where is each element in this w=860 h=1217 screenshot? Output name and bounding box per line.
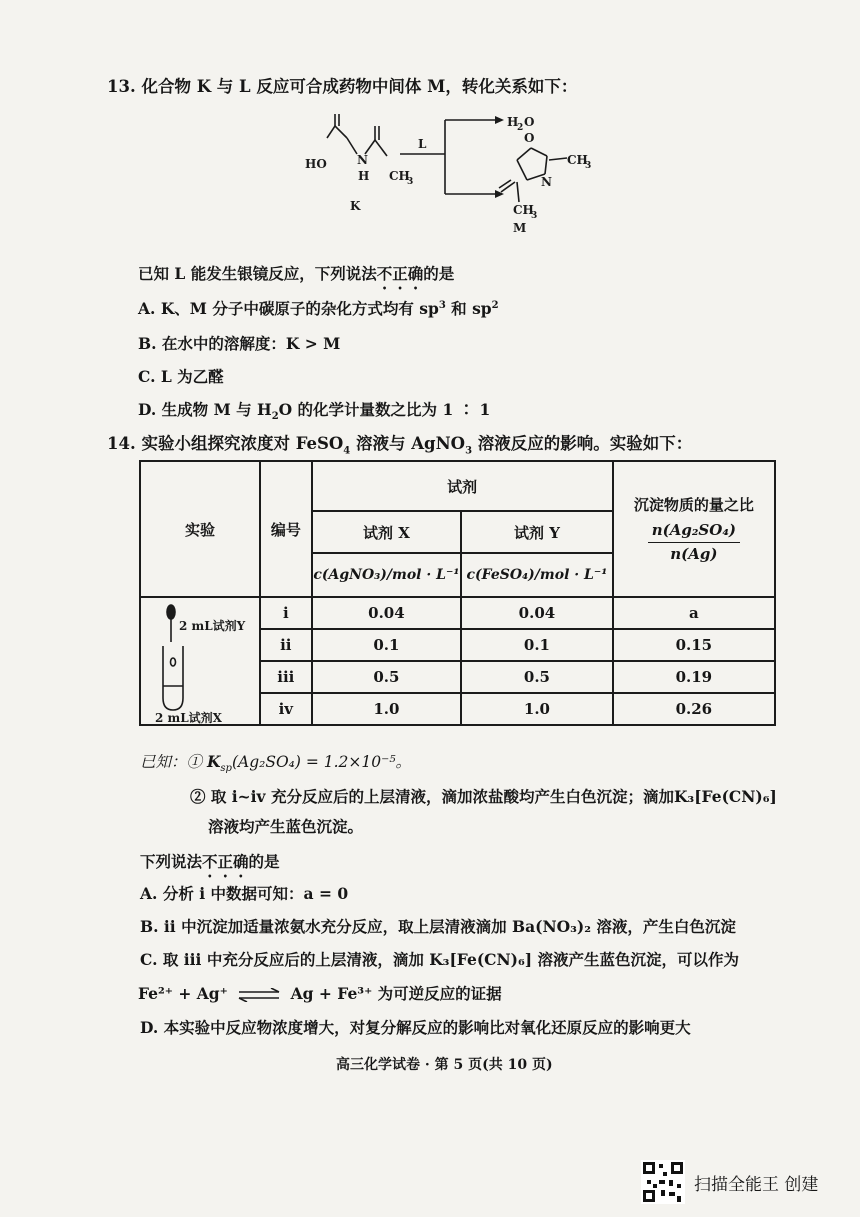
m-ch3-text: CH (567, 153, 588, 167)
row-x: 0.5 (312, 661, 462, 693)
test-tube-diagram (141, 598, 259, 724)
experiment-table (139, 460, 776, 726)
table-row (140, 597, 775, 629)
q13-option-a[interactable]: A. K、M 分子中碳原子的杂化方式均有 $sp^3$ 和 $sp^2$ (138, 299, 499, 318)
q14-ask: 下列说法不正确的是 (140, 852, 280, 871)
row-no: ii (260, 629, 312, 661)
q14-option-c-line2[interactable]: Fe²⁺ + Ag⁺ Ag + Fe³⁺ 为可逆反应的证据 (138, 984, 502, 1003)
q14-known-2b: 溶液均产生蓝色沉淀。 (208, 817, 364, 836)
th-conc-y: c(FeSO₄)/mol · L⁻¹ (461, 553, 613, 597)
apparatus-cell (140, 597, 260, 725)
k-label: K (350, 199, 361, 213)
arrow-head-water (495, 116, 504, 124)
q14-option-a[interactable]: A. 分析 i 中数据可知：a = 0 (140, 884, 349, 903)
reaction-scheme (305, 108, 605, 238)
q14-known-1: 已知：① $K_{sp}(Ag_2SO_4) = 1.2\times 10^{-5}$。 (140, 752, 412, 775)
qr-code-icon (641, 1160, 685, 1204)
m-ch3-sub: 3 (585, 161, 592, 171)
row-no: i (260, 597, 312, 629)
row-ratio: 0.19 (613, 661, 775, 693)
q14-option-c[interactable]: C. 取 iii 中充分反应后的上层清液，滴加 K₃[Fe(CN)₆] 溶液产生蓝色沉淀，可以作为 (140, 950, 740, 969)
th-ratio (613, 461, 775, 597)
m-label: M (513, 221, 527, 235)
water-o: O (524, 115, 535, 129)
row-y: 0.1 (461, 629, 613, 661)
ratio-numerator: n(Ag₂SO₄) (648, 521, 740, 543)
k-h-text: H (358, 169, 370, 183)
row-ratio: 0.15 (613, 629, 775, 661)
q13-known: 已知 L 能发生银镜反应，下列说法不正确的是 (138, 264, 455, 283)
row-no: iii (260, 661, 312, 693)
water-sub: 2 (517, 123, 524, 133)
row-no: iv (260, 693, 312, 725)
q14-option-d[interactable]: D. 本实验中反应物浓度增大，对复分解反应的影响比对氧化还原反应的影响更大 (140, 1018, 691, 1037)
q13-option-c[interactable]: C. L 为乙醛 (138, 367, 224, 386)
reagent-x-label: 2 mL试剂X (155, 711, 222, 724)
q13-option-b[interactable]: B. 在水中的溶解度：K > M (138, 334, 341, 353)
ratio-denominator: n(Ag) (670, 545, 718, 563)
m-o-text: O (524, 131, 535, 145)
water-h: H (507, 115, 519, 129)
row-y: 1.0 (461, 693, 613, 725)
th-experiment: 实验 (140, 461, 260, 597)
m-n-text: N (541, 175, 552, 189)
row-y: 0.5 (461, 661, 613, 693)
l-label: L (418, 137, 427, 151)
reagent-y-label: 2 mL试剂Y (179, 619, 246, 633)
q13-stem: 13. 化合物 K 与 L 反应可合成药物中间体 M，转化关系如下： (107, 77, 578, 96)
th-reagent-y: 试剂 Y (461, 511, 613, 553)
q14-option-b[interactable]: B. ii 中沉淀加适量浓氨水充分反应，取上层清液滴加 Ba(NO₃)₂ 溶液，产生白色沉淀 (140, 917, 736, 936)
equilibrium-arrow-icon (237, 988, 281, 1002)
row-ratio: a (613, 597, 775, 629)
th-number: 编号 (260, 461, 312, 597)
q14-known-2a: ② 取 i~iv 充分反应后的上层清液，滴加浓盐酸均产生白色沉淀；滴加K₃[Fe(CN)₆] (190, 787, 777, 806)
brand-label: 扫描全能王 创建 (694, 1175, 819, 1195)
th-reagent: 试剂 (312, 461, 613, 511)
row-x: 0.04 (312, 597, 462, 629)
page-footer: 高三化学试卷 · 第 5 页(共 10 页) (336, 1057, 553, 1073)
th-ratio-fraction (648, 521, 740, 564)
row-x: 1.0 (312, 693, 462, 725)
k-ch3-text: CH (389, 169, 410, 183)
row-y: 0.04 (461, 597, 613, 629)
th-conc-x: c(AgNO₃)/mol · L⁻¹ (312, 553, 462, 597)
row-ratio: 0.26 (613, 693, 775, 725)
th-ratio-title: 沉淀物质的量之比 (633, 496, 754, 515)
m-ch3b-sub: 3 (531, 211, 538, 221)
k-n-text: N (357, 153, 368, 167)
th-reagent-x: 试剂 X (312, 511, 462, 553)
k-ch3-sub: 3 (407, 177, 414, 187)
row-x: 0.1 (312, 629, 462, 661)
q13-option-d[interactable]: D. 生成物 M 与 $H_2O$ 的化学计量数之比为 1 ∶ 1 (138, 400, 491, 423)
q14-stem: 14. 实验小组探究浓度对 FeSO$_4$ 溶液与 AgNO$_3$ 溶液反应的影响。实验如下： (107, 434, 693, 457)
m-ch3b-text: CH (513, 203, 534, 217)
k-ho-text: HO (305, 157, 327, 171)
